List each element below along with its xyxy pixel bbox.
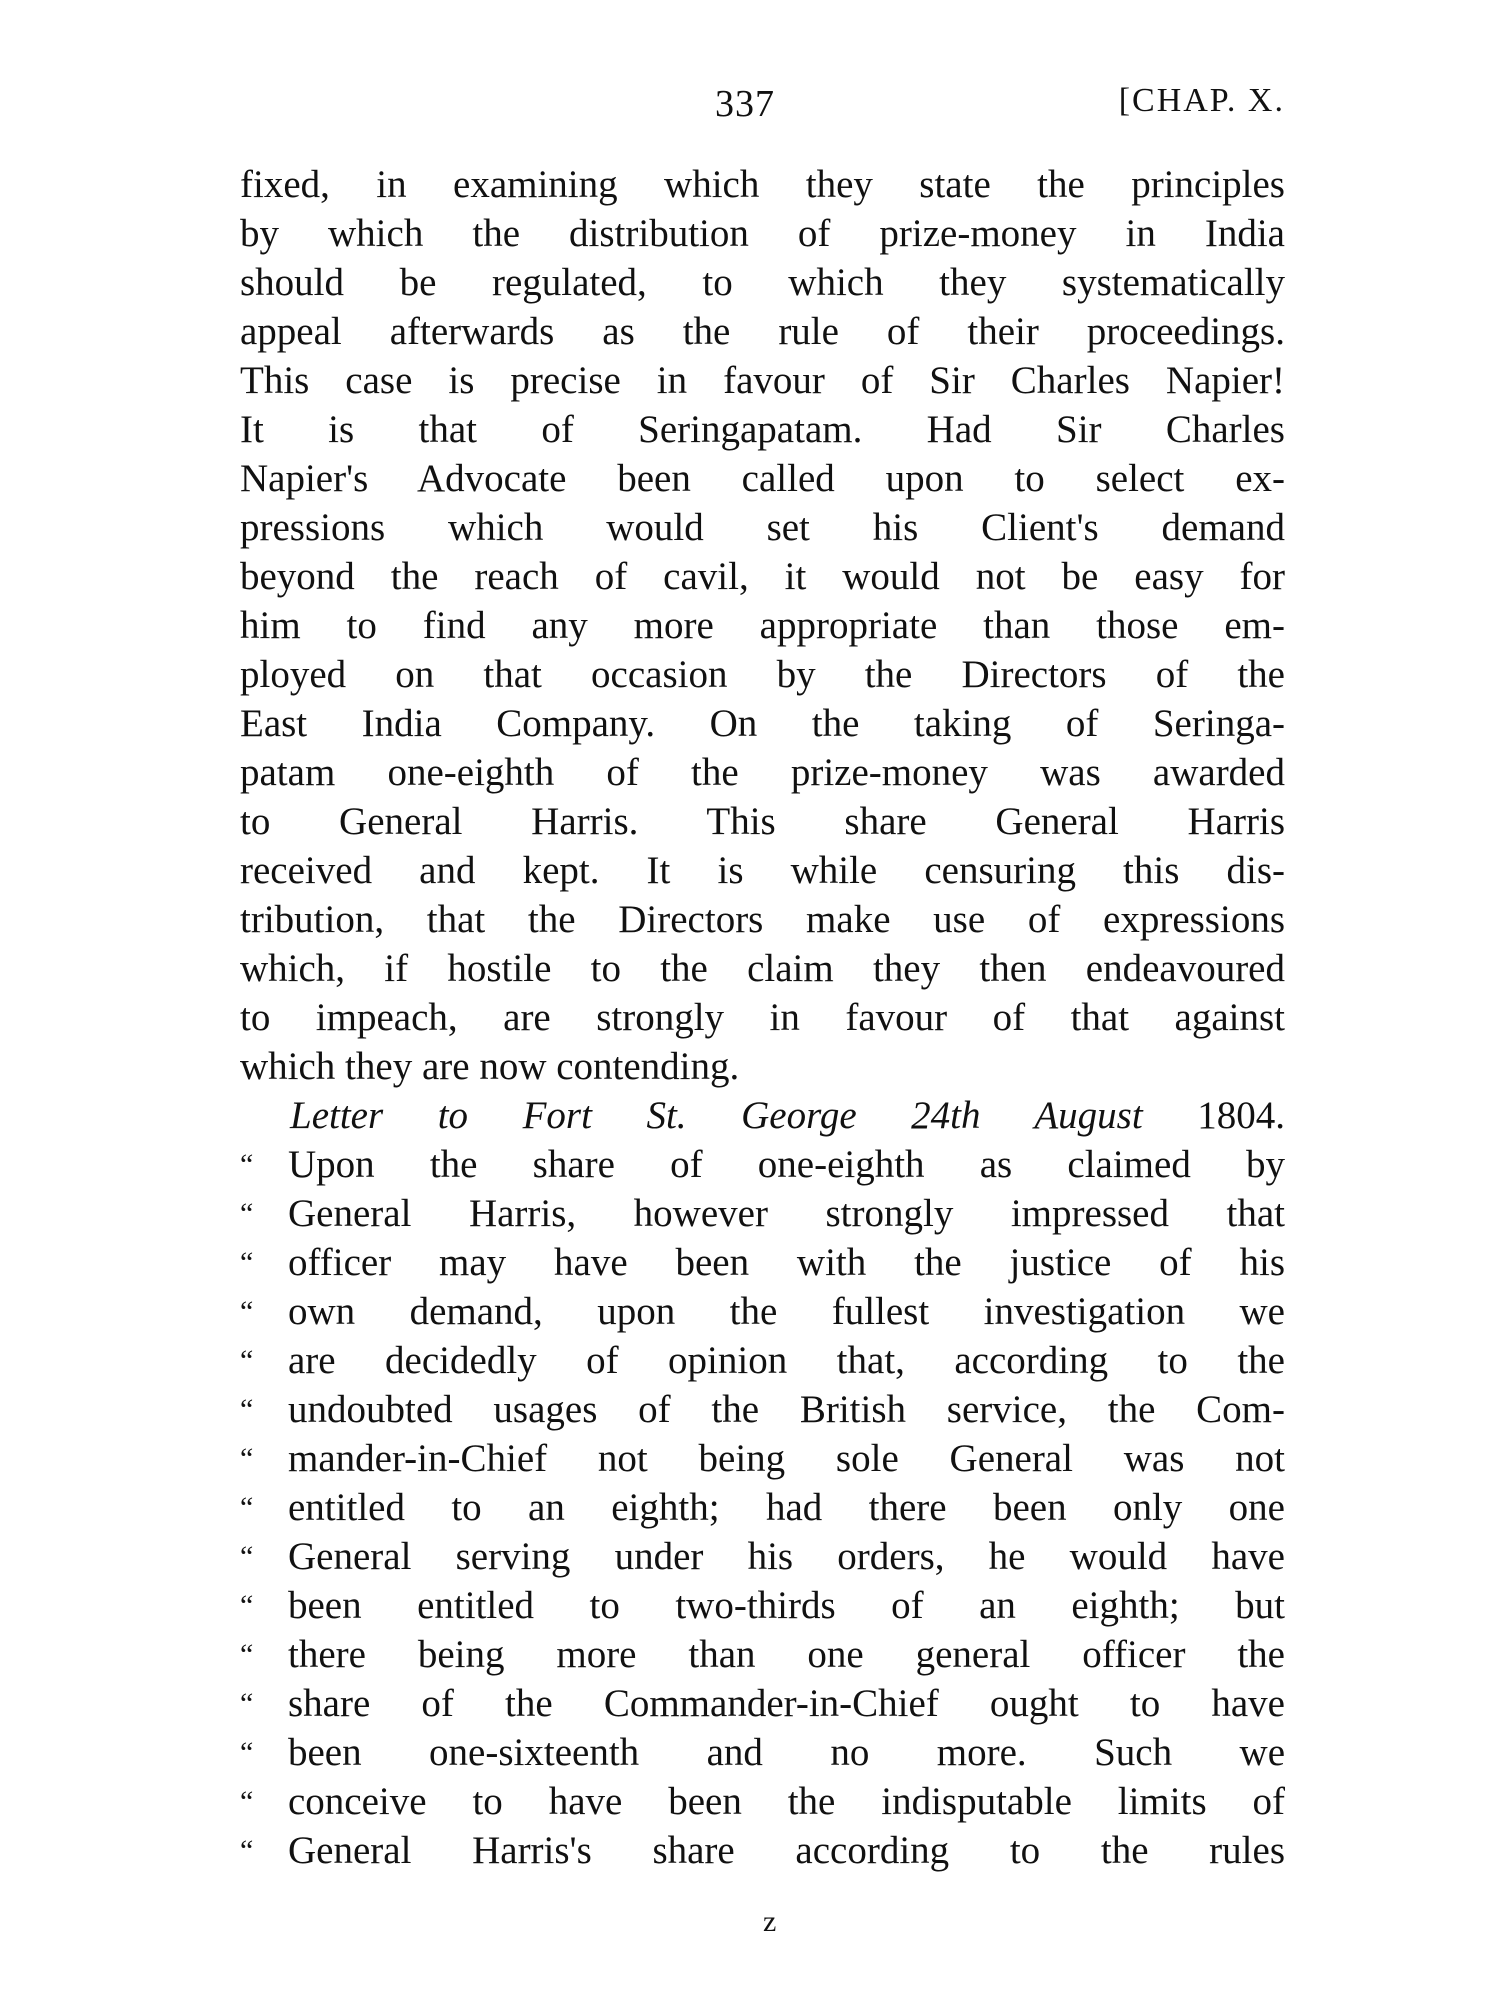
text-line: Napier's Advocate been called upon to select ex-: [240, 457, 1285, 500]
quote-line: [240, 1238, 1285, 1287]
quote-line: [240, 1630, 1285, 1679]
letter-heading-title: Letter to Fort St. George 24th August: [290, 1094, 1143, 1137]
quote-text: are decidedly of opinion that, according to the: [288, 1339, 1285, 1382]
text-line: by which the distribution of prize-money in India: [240, 212, 1285, 255]
quote-mark: “: [240, 1344, 254, 1377]
text-line: patam one-eighth of the prize-money was awarded: [240, 751, 1285, 794]
quote-line: [240, 1385, 1285, 1434]
quote-text: entitled to an eighth; had there been only one: [288, 1486, 1285, 1529]
text-line: appeal afterwards as the rule of their proceedings.: [240, 310, 1285, 353]
quote-line: [240, 1336, 1285, 1385]
quote-mark: “: [240, 1491, 254, 1524]
quote-text: undoubted usages of the British service, the Com-: [288, 1388, 1285, 1431]
text-line: fixed, in examining which they state the principles: [240, 163, 1285, 206]
signature-mark: z: [763, 1905, 777, 1938]
quote-mark: “: [240, 1246, 254, 1279]
text-line: pressions which would set his Client's demand: [240, 506, 1285, 549]
text-line: to impeach, are strongly in favour of that against: [240, 996, 1285, 1039]
text-line: East India Company. On the taking of Seringa-: [240, 702, 1285, 745]
quote-text: mander-in-Chief not being sole General was not: [288, 1437, 1285, 1480]
quote-line: [240, 1581, 1285, 1630]
text-line: beyond the reach of cavil, it would not be easy for: [240, 555, 1285, 598]
quote-text: Upon the share of one-eighth as claimed by: [288, 1143, 1285, 1186]
quote-line: [240, 1287, 1285, 1336]
quote-line: [240, 1826, 1285, 1875]
quote-text: General Harris's share according to the rules: [288, 1829, 1285, 1872]
text-line: This case is precise in favour of Sir Charles Napier!: [240, 359, 1285, 402]
quote-line: [240, 1777, 1285, 1826]
quote-mark: “: [240, 1834, 254, 1867]
text-line: ployed on that occasion by the Directors of the: [240, 653, 1285, 696]
quote-mark: “: [240, 1148, 254, 1181]
quote-mark: “: [240, 1736, 254, 1769]
text-line: him to find any more appropriate than those em-: [240, 604, 1285, 647]
quote-text: share of the Commander-in-Chief ought to have: [288, 1682, 1285, 1725]
quote-line: [240, 1532, 1285, 1581]
text-line: which they are now contending.: [240, 1045, 740, 1088]
quote-line: [240, 1728, 1285, 1777]
page-header: [240, 82, 1285, 142]
quote-line: [240, 1189, 1285, 1238]
quote-text: conceive to have been the indisputable limits of: [288, 1780, 1285, 1823]
quote-mark: “: [240, 1638, 254, 1671]
text-line: It is that of Seringapatam. Had Sir Charles: [240, 408, 1285, 451]
body-text: [240, 160, 1285, 1875]
letter-heading: [240, 1091, 1285, 1140]
chapter-reference: [CHAP. X.: [1118, 82, 1285, 119]
text-line: tribution, that the Directors make use of expressions: [240, 898, 1285, 941]
quote-text: been entitled to two-thirds of an eighth; but: [288, 1584, 1285, 1627]
page-number: 337: [715, 83, 775, 125]
text-line: which, if hostile to the claim they then endeavoured: [240, 947, 1285, 990]
quote-mark: “: [240, 1197, 254, 1230]
quote-text: been one-sixteenth and no more. Such we: [288, 1731, 1285, 1774]
text-line: received and kept. It is while censuring this dis-: [240, 849, 1285, 892]
quote-text: there being more than one general officer the: [288, 1633, 1285, 1676]
letter-heading-year: 1804.: [1197, 1094, 1285, 1137]
quote-line: [240, 1483, 1285, 1532]
quote-text: own demand, upon the fullest investigation we: [288, 1290, 1285, 1333]
quote-line: [240, 1140, 1285, 1189]
quote-mark: “: [240, 1540, 254, 1573]
quote-text: General Harris, however strongly impressed that: [288, 1192, 1285, 1235]
quote-mark: “: [240, 1295, 254, 1328]
text-line: to General Harris. This share General Harris: [240, 800, 1285, 843]
quote-mark: “: [240, 1589, 254, 1622]
quote-text: officer may have been with the justice of his: [288, 1241, 1285, 1284]
quote-mark: “: [240, 1785, 254, 1818]
quote-mark: “: [240, 1393, 254, 1426]
quote-line: [240, 1434, 1285, 1483]
text-line: should be regulated, to which they systematically: [240, 261, 1285, 304]
quote-text: General serving under his orders, he would have: [288, 1535, 1285, 1578]
quote-mark: “: [240, 1442, 254, 1475]
quote-mark: “: [240, 1687, 254, 1720]
quote-line: [240, 1679, 1285, 1728]
